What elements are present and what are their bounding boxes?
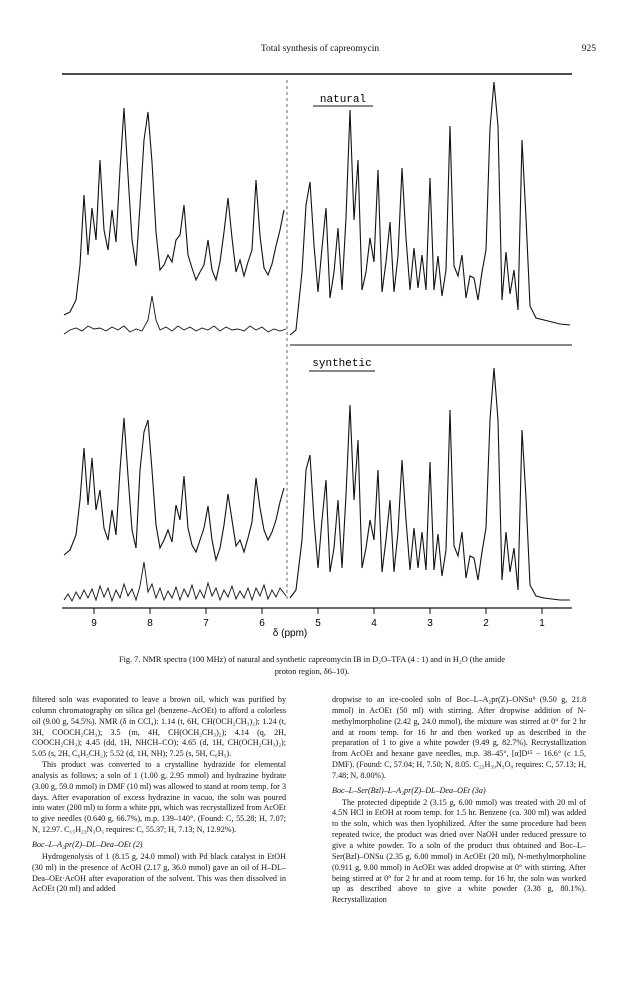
tick-label-1: 1 bbox=[539, 618, 545, 629]
right-paragraph-2: The protected dipeptide 2 (3.15 g, 6.00 mmol) was treated with 20 ml of 4.5N HCl in EtOH at room temp. for 1.5 hr. Benzene (ca. 300 ml) was added to the soln, which was then lyophilized. After the same procedure had been repeated twice, the product was dried over NaOH under reduced pressure to give a white powder. To a soln of the product thus obtained and Boc–L–Ser(Bzl)–ONSu (2.35 g, 6.00 mmol) in AcOEt (20 ml), N-methylmorpholine (0.911 g, 9.00 mmol) in AcOEt was added dropwise at 0° with stirring. After being stirred at 0° for 2 hr and at room temp. for 16 hr, the soln was worked up as described above to give a white powder (3.38 g, 80.1%). Recrystallization bbox=[332, 797, 586, 905]
spectrum-label-synthetic: synthetic bbox=[312, 358, 372, 370]
natural-spectrum-lower-trace bbox=[64, 296, 286, 334]
left-paragraph-2: This product was converted to a crystalline hydrazide for elemental analysis as follows; a soln of 1 (1.00 g, 2.95 mmol) and hydrazine hydrate (3.00 g, 59.0 mmol) in DMF (10 ml) was allowed to stand at room temp. for 3 days. After evaporation of excess hydrazine in vacuo, the soln was poured into water (200 ml) to form a white ppt, which was recrystallized from AcOEt to give needles (0.640 g, 66.7%), m.p. 139–140°. (Found: C, 55.28; H, 7.07; N, 12.97. C₁₅H₂₃N₃O₅ requires: C, 55.37; H, 7.13; N, 12.92%). bbox=[32, 760, 286, 835]
tick-label-5: 5 bbox=[315, 618, 321, 629]
spectrum-label-natural: natural bbox=[319, 94, 367, 106]
right-text-column bbox=[332, 695, 586, 906]
caption-line-1: Fig. 7. NMR spectra (100 MHz) of natural and synthetic capreomycin IB in D₂O–TFA (4 : 1) and in H₂O (the amide bbox=[118, 655, 506, 664]
natural-spectrum-amide-trace bbox=[64, 108, 284, 315]
tick-label-8: 8 bbox=[147, 618, 153, 629]
left-text-column bbox=[32, 695, 286, 895]
tick-label-3: 3 bbox=[427, 618, 433, 629]
synthetic-spectrum-amide-trace bbox=[64, 418, 284, 560]
left-paragraph-3: Hydrogenolysis of 1 (8.15 g, 24.0 mmol) with Pd black catalyst in EtOH (30 ml) in the presence of AcOH (2.17 g, 36.0 mmol) gave an oil of H–DL–Dea–OEt·AcOH after evaporation of the solvent. This was then dissolved in AcOEt (20 ml) and added bbox=[32, 851, 286, 894]
right-section-heading: Boc–L–Ser(Bzl)–L–A₂pr(Z)–DL–Dea–OEt (3a) bbox=[332, 785, 486, 795]
synthetic-spectrum-lower-trace bbox=[64, 562, 286, 601]
tick-label-7: 7 bbox=[203, 618, 209, 629]
tick-label-6: 6 bbox=[259, 618, 265, 629]
x-axis-unit-label: δ (ppm) bbox=[272, 628, 308, 639]
figure-caption bbox=[84, 654, 540, 677]
page-number: 925 bbox=[581, 44, 596, 54]
left-section-heading: Boc–L–A₂pr(Z)–DL–Dea–OEt (2) bbox=[32, 839, 143, 849]
running-title: Total synthesis of capreomycin bbox=[260, 44, 380, 54]
left-paragraph-1: filtered soln was evaporated to leave a brown oil, which was purified by column chromatography on silica gel (benzene–AcOEt) to afford a colorless oil (9.00 g, 54.5%). NMR (δ in CCl₄): 1.14 (t, 6H, CH(OCH₂CH₃)₂); 1.24 (t, 3H, COOCH₂CH₃); 3.5 (m, 4H, CH(OCH₂CH₃)₂); 4.14 (q, 2H, COOCH₂CH₃); 4.45 (dd, 1H, NHCH–CO); 4.65 (d, 1H, CH(OCH₂CH₃)₂); 5.05 (s, 2H, C₆H₅CH₂); 5.52 (d, 1H, NH); 7.25 (s, 5H, C₆H₅). bbox=[32, 695, 286, 759]
right-paragraph-1: dropwise to an ice-cooled soln of Boc–L–A₂pr(Z)–ONSu⁹ (9.50 g, 21.8 mmol) in AcOEt (50 ml) with stirring. After dropwise addition of N-methylmorpholine (2.42 g, 24.0 mmol), the mixture was stirred at 0° for 2 hr and at room temp. for 16 hr and then worked up as described in the preparation of 1 to give a white powder (9.49 g, 82.7%). Recrystallization from AcOEt and hexane gave needles, m.p. 38–45°, [α]D¹⁵ − 16.6° (c 1.5, DMF). (Found: C, 57.04; H, 7.50; N, 8.05. C₂₅H₃₉N₃O₉ requires: C, 57.13; H, 7.48; N, 8.00%). bbox=[332, 695, 586, 780]
x-axis-tick-labels bbox=[91, 618, 545, 629]
caption-line-2: proton region, δ6–10). bbox=[274, 666, 350, 676]
synthetic-spectrum-aliphatic-trace bbox=[290, 368, 570, 600]
tick-label-9: 9 bbox=[91, 618, 97, 629]
tick-label-2: 2 bbox=[483, 618, 489, 629]
natural-spectrum-aliphatic-trace bbox=[290, 82, 570, 335]
x-axis-ticks bbox=[94, 608, 542, 614]
tick-label-4: 4 bbox=[371, 618, 377, 629]
